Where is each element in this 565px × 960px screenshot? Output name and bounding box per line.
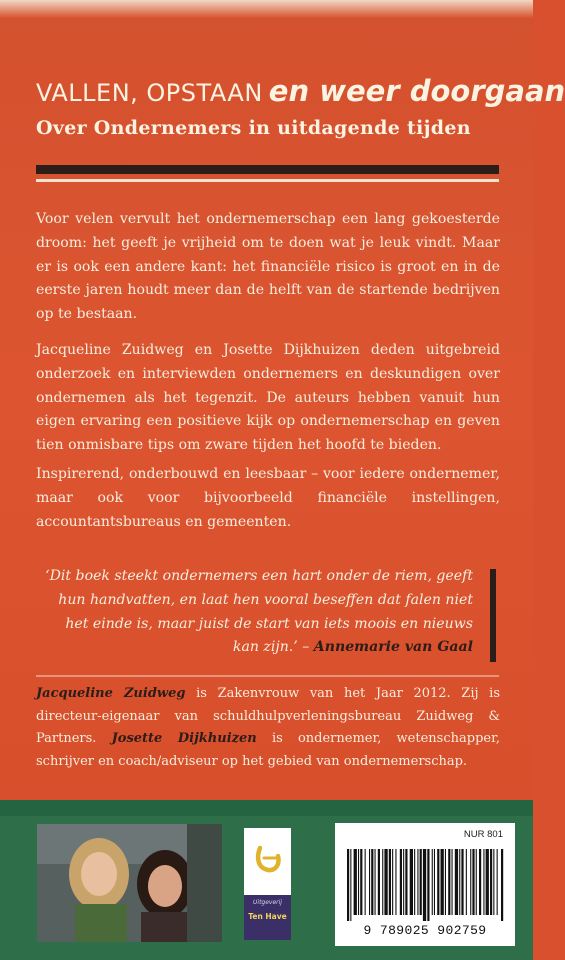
- quote-dash: –: [297, 639, 314, 656]
- author-name-1: Jacqueline Zuidweg: [36, 686, 186, 701]
- endorsement-quote: [45, 565, 473, 660]
- publisher-label: Uitgeverij: [253, 899, 282, 906]
- blurb-paragraph-3: Inspirerend, onderbouwd en leesbaar – voor iedere ondernemer, maar ook voor bijvoorbeeld financiële instellingen, accountantsbureaus en gemeenten.: [36, 466, 500, 530]
- barcode-icon: [347, 849, 503, 921]
- title-caps: VALLEN, OPSTAAN: [36, 79, 263, 107]
- quote-author: Annemarie van Gaal: [313, 639, 473, 656]
- title-italic: en weer doorgaan: [268, 74, 565, 108]
- title-rule-light: [36, 179, 499, 182]
- publisher-name: Ten Have: [248, 912, 287, 921]
- author-bio-1: is Zakenvrouw van het Jaar 2012. Zij is directeur-eigenaar van schuldhulpverleningsbureau Zuidweg & Partners.: [36, 686, 501, 746]
- isbn-digits: 9 789025 902759: [363, 923, 487, 938]
- quote-bar: [490, 569, 496, 662]
- top-edge: [0, 0, 533, 18]
- blurb-paragraph-2: Jacqueline Zuidweg en Josette Dijkhuizen deden uitgebreid onderzoek en interviewden ondernemers en deskundigen over ondernemen als het tegenzit. De auteurs hebben vanuit hun eigen ervaring een positieve kijk op ondernemerschap en geven tien onmisbare tips om zware tijden het hoofd te bieden.: [36, 342, 500, 454]
- publisher-block: [244, 828, 291, 940]
- author-photo: [37, 824, 222, 942]
- barcode-box: [335, 823, 515, 946]
- blurb-paragraph-1: Voor velen vervult het ondernemerschap een lang gekoesterde droom: het geeft je vrijheid om te doen wat je leuk vindt. Maar er is ook een andere kant: het financiële risico is groot en in de eerste jaren houdt meer dan de helft van de startende bedrijven op te bestaan.: [36, 211, 500, 323]
- nur-code: NUR 801: [463, 829, 503, 840]
- author-bio: [36, 683, 500, 773]
- book-subtitle: Over Ondernemers in uitdagende tijden: [36, 117, 471, 139]
- title-rule-dark: [36, 165, 499, 174]
- bio-divider: [36, 675, 499, 677]
- quote-text: ‘Dit boek steekt ondernemers een hart onder de riem, geeft hun handvatten, en laat hen vooral beseffen dat falen niet het einde is, maar juist de start van iets moois en nieuws kan zijn.’: [45, 568, 473, 656]
- author-bio-2: is ondernemer, wetenschapper, schrijver en coach/adviseur op het gebied van ondernemerschap.: [36, 731, 500, 769]
- author-name-2: Josette Dijkhuizen: [111, 731, 257, 746]
- book-title: [36, 74, 565, 108]
- ten-have-logo-icon: [244, 828, 291, 895]
- bottom-band-edge: [0, 800, 533, 816]
